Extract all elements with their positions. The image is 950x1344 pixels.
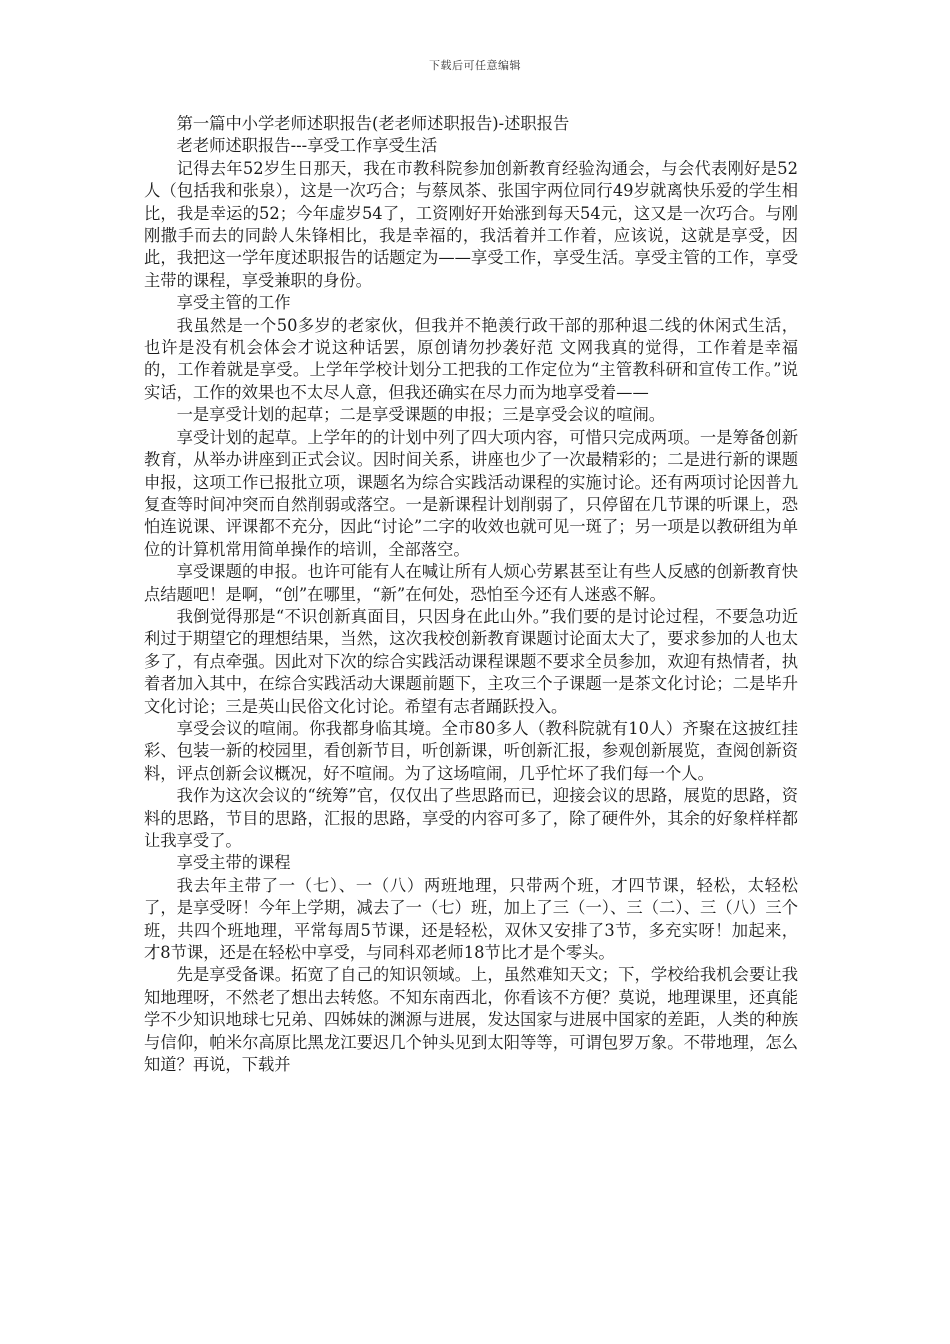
document-title: 第一篇中小学老师述职报告(老老师述职报告)-述职报告 bbox=[176, 114, 570, 133]
document-body bbox=[144, 113, 798, 1076]
section-heading: 享受主管的工作 bbox=[176, 293, 291, 313]
paragraph: 记得去年52岁生日那天，我在市教科院参加创新教育经验沟通会，与会代表刚好是52人（包括我和张泉），这是一次巧合；与蔡凤茶、张国宇两位同行49岁就离快乐爱的学生相比，我是幸运的52；今年虚岁54了，工资刚好开始涨到每天54元，这又是一次巧合。与刚刚撒手而去的同龄人朱锋相比，我是幸福的，我活着并工作着，应该说，这就是享受，因此，我把这一学年度述职报告的话题定为——享受工作，享受生活。享受主管的工作，享受主带的课程，享受兼职的身份。 bbox=[144, 158, 798, 290]
document-subtitle: 老老师述职报告---享受工作享受生活 bbox=[176, 136, 438, 156]
header-note: 下载后可任意编辑 bbox=[429, 59, 521, 72]
paragraph: 享受计划的起草。上学年的的计划中列了四大项内容，可惜只完成两项。一是筹备创新教育，从举办讲座到正式会议。因时间关系，讲座也少了一次最精彩的；二是进行新的课题申报，这项工作已报批立项，课题名为综合实践活动课程的实施讨论。还有两项讨论因普九复查等时间冲突而自然削弱或落空。一是新课程计划削弱了，只停留在几节课的听课上，恐怕连说课、评课都不充分，因此“讨论”二字的收效也就可见一斑了；另一项是以教研组为单位的计算机常用简单操作的培训，全部落空。 bbox=[144, 427, 798, 559]
paragraph: 我虽然是一个50多岁的老家伙，但我并不艳羡行政干部的那种退二线的休闲式生活，也许是没有机会体会才说这种话罢，原创请勿抄袭好范 文网我真的觉得，工作着是幸福的，工作着就是享受。上学年学校计划分工把我的工作定位为“主管教科研和宣传工作。”说实话，工作的效果也不太尽人意，但我还确实在尽力而为地享受着—— bbox=[144, 315, 798, 402]
section-heading: 享受主带的课程 bbox=[176, 853, 291, 873]
paragraph: 一是享受计划的起草；二是享受课题的申报；三是享受会议的喧闹。 bbox=[176, 405, 666, 425]
paragraph: 先是享受备课。拓宽了自己的知识领域。上，虽然难知天文；下，学校给我机会要让我知地理呀，不然老了想出去转悠。不知东南西北，你看该不方便？莫说，地理课里，还真能学不少知识地球七兄弟、四姊妹的渊源与进展，发达国家与进展中国家的差距，人类的种族与信仰，帕米尔高原比黑龙江要迟几个钟头见到太阳等等，可谓包罗万象。不带地理，怎么知道？再说，下载并 bbox=[144, 965, 798, 1075]
paragraph: 享受课题的申报。也许可能有人在喊让所有人烦心劳累甚至让有些人反感的创新教育快点结题吧！是啊，“创”在哪里，“新”在何处，恐怕至今还有人迷惑不解。 bbox=[144, 562, 798, 604]
paragraph: 享受会议的喧闹。你我都身临其境。全市80多人（教科院就有10人）齐聚在这披红挂彩、包装一新的校园里，看创新节目，听创新课，听创新汇报，参观创新展览，查阅创新资料，评点创新会议概况，好不喧闹。为了这场喧闹，几乎忙坏了我们每一个人。 bbox=[144, 718, 798, 783]
paragraph: 我作为这次会议的“统筹”官，仅仅出了些思路而已，迎接会议的思路，展览的思路，资料的思路，节目的思路，汇报的思路，享受的内容可多了，除了硬件外，其余的好象样样都让我享受了。 bbox=[144, 786, 798, 850]
paragraph: 我倒觉得那是“不识创新真面目，只因身在此山外。”我们要的是讨论过程，不要急功近利过于期望它的理想结果，当然，这次我校创新教育课题讨论面太大了，要求参加的人也太多了，有点牵强。因此对下次的综合实践活动课程课题不要求全员参加，欢迎有热情者，执着者加入其中，在综合实践活动大课题前题下，主攻三个子课题一是茶文化讨论；二是毕升文化讨论；三是英山民俗文化讨论。希望有志者踊跃投入。 bbox=[144, 606, 798, 716]
paragraph: 我去年主带了一（七）、一（八）两班地理，只带两个班，才四节课，轻松，太轻松了，是享受呀！今年上学期，减去了一（七）班，加上了三（一）、三（二）、三（八）三个班，共四个班地理，平常每周5节课，还是轻松，双休又安排了3节，多充实呀！加起来，才8节课，还是在轻松中享受，与同科邓老师18节比才是个零头。 bbox=[144, 875, 798, 963]
